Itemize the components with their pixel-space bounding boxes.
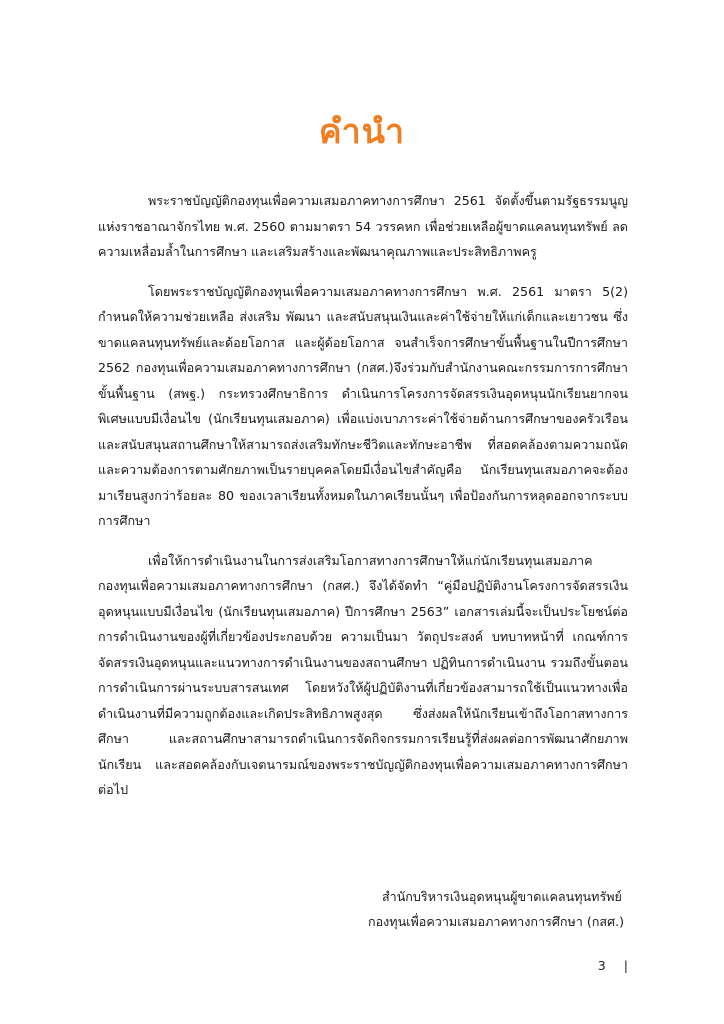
signature-office: สำนักบริหารเงินอุดหนุนผู้ขาดแคลนทุนทรัพย์ <box>381 889 622 904</box>
signature-organization: กองทุนเพื่อความเสมอภาคทางการศึกษา (กสศ.) <box>367 914 624 929</box>
page-number: 3 <box>597 958 606 973</box>
paragraph-2: โดยพระราชบัญญัติกองทุนเพื่อความเสมอภาคทางการศึกษา พ.ศ. 2561 มาตรา 5(2) กำหนดให้ความช่วยเหลือ ส่งเสริม พัฒนา และสนับสนุนเงินและค่าใช้จ่ายให้แก่เด็กและเยาวชน ซึ่งขาดแคลนทุนทรัพย์และด้อยโอกาส และผู้ด้อยโอกาส จนสำเร็จการศึกษาขั้นพื้นฐานในปีการศึกษา 2562 กองทุนเพื่อความเสมอภาคทางการศึกษา (กสศ.)จึงร่วมกับสำนักงานคณะกรรมการการศึกษาขั้นพื้นฐาน (สพฐ.) กระทรวงศึกษาธิการ ดำเนินการโครงการจัดสรรเงินอุดหนุนนักเรียนยากจนพิเศษแบบมีเงื่อนไข (นักเรียนทุนเสมอภาค) เพื่อแบ่งเบาภาระค่าใช้จ่ายด้านการศึกษาของครัวเรือนและสนับสนุนสถานศึกษาให้สามารถส่งเสริมทักษะชีวิตและทักษะอาชีพ ที่สอดคล้องตามความถนัดและความต้องการตามศักยภาพเป็นรายบุคคลโดยมีเงื่อนไขสำคัญคือ นักเรียนทุนเสมอภาคจะต้องมาเรียนสูงกว่าร้อยละ 80 ของเวลาเรียนทั้งหมดในภาคเรียนนั้นๆ เพื่อป้องกันการหลุดออกจากระบบการศึกษา <box>98 283 628 528</box>
paragraph-3: เพื่อให้การดำเนินงานในการส่งเสริมโอกาสทางการศึกษาให้แก่นักเรียนทุนเสมอภาค กองทุนเพื่อความเสมอภาคทางการศึกษา (กสศ.) จึงได้จัดทำ “คู่มือปฏิบัติงานโครงการจัดสรรเงินอุดหนุนแบบมีเงื่อนไข (นักเรียนทุนเสมอภาค) ปีการศึกษา 2563” เอกสารเล่มนี้จะเป็นประโยชน์ต่อการดำเนินงานของผู้ที่เกี่ยวข้องประกอบด้วย ความเป็นมา วัตถุประสงค์ บทบาทหน้าที่ เกณฑ์การจัดสรรเงินอุดหนุนและแนวทางการดำเนินงานของสถานศึกษา ปฏิทินการดำเนินงาน รวมถึงขั้นตอนการดำเนินการผ่านระบบสารสนเทศ โดยหวังให้ผู้ปฏิบัติงานที่เกี่ยวข้องสามารถใช้เป็นแนวทางเพื่อดำเนินงานที่มีความถูกต้องและเกิดประสิทธิภาพสูงสุด ซึ่งส่งผลให้นักเรียนเข้าถึงโอกาสทางการศึกษา และสถานศึกษาสามารถดำเนินการจัดกิจกรรมการเรียนรู้ที่ส่งผลต่อการพัฒนาศักยภาพนักเรียน และสอดคล้องกับเจตนารมณ์ของพระราชบัญญัติกองทุนเพื่อความเสมอภาคทางการศึกษาต่อไป <box>98 552 628 797</box>
page-title: คำนำ <box>318 112 406 152</box>
page-footer <box>598 958 628 973</box>
foreword-body <box>98 188 628 817</box>
signature-block <box>368 884 624 934</box>
page-separator: | <box>623 958 628 973</box>
paragraph-1: พระราชบัญญัติกองทุนเพื่อความเสมอภาคทางการศึกษา 2561 จัดตั้งขึ้นตามรัฐธรรมนูญแห่งราชอาณาจักรไทย พ.ศ. 2560 ตามมาตรา 54 วรรคหก เพื่อช่วยเหลือผู้ขาดแคลนทุนทรัพย์ ลดความเหลื่อมล้ำในการศึกษา และเสริมสร้างและพัฒนาคุณภาพและประสิทธิภาพครู <box>98 193 628 259</box>
